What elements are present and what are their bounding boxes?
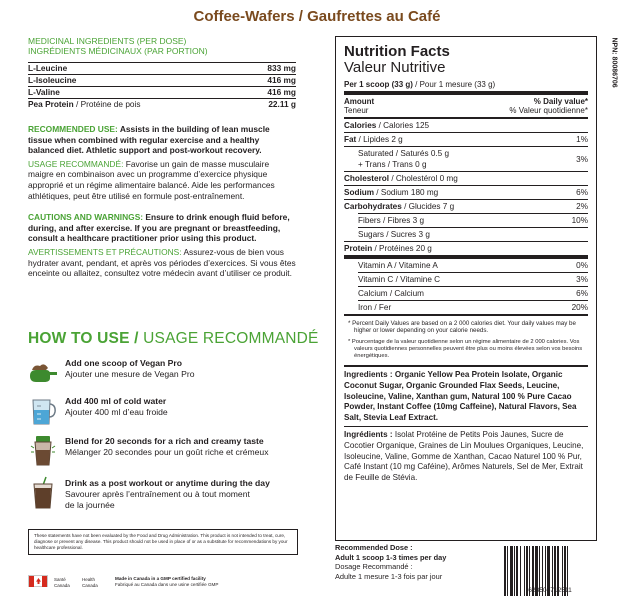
nutrition-column-header (344, 95, 588, 117)
footer-logos (28, 572, 298, 592)
vitamin-dv: 6% (576, 289, 588, 298)
step-2-fr: Ajouter 400 ml d’eau froide (65, 407, 168, 417)
scoop-icon (28, 356, 58, 390)
health-canada-en-line2: Canada (82, 582, 98, 588)
medicinal-value: 833 mg (267, 63, 296, 73)
sugars-label: Sugars / Sucres (358, 230, 417, 239)
vitamin-label: Iron / Fer (358, 303, 392, 312)
nutrition-title-fr: Valeur Nutritive (344, 59, 446, 76)
fibres-row (344, 214, 588, 227)
cautions-fr (28, 247, 296, 279)
health-canada-en (82, 577, 98, 588)
step-4 (28, 476, 298, 512)
how-to-use-en: HOW TO USE (28, 330, 130, 347)
step-1-fr: Ajouter une mesure de Vegan Pro (65, 369, 195, 379)
fat-value: 2 g (391, 135, 403, 144)
ingredients-label-fr: Ingrédients : (344, 430, 393, 440)
cautions-label-fr: AVERTISSEMENTS ET PRÉCAUTIONS: (28, 246, 182, 257)
medicinal-header-en: MEDICINAL INGREDIENTS (PER DOSE) (28, 36, 187, 46)
made-in-fr: Fabriqué au Canada dans une usine certifiée GMP (115, 582, 219, 587)
medicinal-row (28, 62, 296, 75)
cholesterol-label-en: Cholesterol (344, 174, 390, 183)
carbohydrates-row (344, 200, 588, 213)
recommended-label-en: RECOMMENDED USE: (28, 124, 118, 134)
saturated-value: 0.5 g (430, 149, 450, 158)
calories-label-fr: / Calories (376, 121, 414, 130)
protein-label-fr: / Protéines (372, 244, 414, 253)
barcode-number: 628504712511 (528, 587, 572, 594)
sodium-dv: 6% (576, 188, 588, 197)
carbs-dv: 2% (576, 202, 588, 211)
step-3-fr: Mélanger 20 secondes pour un goût riche et crémeux (65, 447, 269, 457)
fda-disclaimer: These statements have not been evaluated by the Food and Drug Administration. This product is not intended to treat, cure, diagnose or prevent any disease. This product should not be used in place of or as a substitute for recommendations by your healthcare professional. (28, 529, 298, 555)
sugars-value: 3 g (418, 230, 430, 239)
ingredients-label-en: Ingredients : (344, 370, 393, 380)
recommended-dose (335, 543, 446, 581)
vitamin-label: Vitamin A / Vitamine A (358, 261, 438, 270)
medicinal-name: L-Isoleucine (28, 75, 77, 85)
cholesterol-value: 0 mg (439, 174, 458, 183)
recommended-use-fr (28, 159, 296, 201)
vitamin-row (344, 287, 588, 300)
saturated-trans-row (344, 147, 588, 171)
health-canada-fr (54, 577, 70, 588)
dv-fr: % Valeur quotidienne* (509, 106, 588, 115)
sodium-label-fr: / Sodium (374, 188, 409, 197)
made-in-canada (115, 576, 218, 588)
dose-label-en: Recommended Dose : (335, 543, 413, 552)
saturated-label: Saturated / Saturés (358, 149, 429, 158)
daily-value-footnote-en: * Percent Daily Values are based on a 2 000 calories diet. Your daily values may be higher or lower depending on your calorie needs. (348, 320, 576, 335)
serving-en: Per 1 scoop (33 g) (344, 80, 413, 89)
health-canada-fr-line2: Canada (54, 582, 70, 588)
protein-value: 20 g (415, 244, 432, 253)
step-3 (28, 434, 298, 470)
medicinal-name: L-Leucine (28, 63, 68, 73)
how-to-use-heading: HOW TO USE / USAGE RECOMMANDÉ (28, 330, 319, 347)
dose-value-en: Adult 1 scoop 1-3 times per day (335, 552, 447, 562)
fibres-dv: 10% (571, 216, 588, 225)
dose-value-fr: Adulte 1 mesure 1-3 fois par jour (335, 571, 443, 581)
fibres-label: Fibers / Fibres (358, 216, 411, 225)
nutrition-facts-panel (335, 36, 597, 541)
left-column (28, 36, 296, 279)
medicinal-name: L-Valine (28, 87, 60, 97)
product-title: Coffee-Wafers / Gaufrettes au Café (193, 8, 441, 25)
medicinal-value: 416 mg (267, 75, 296, 85)
serving-fr: / Pour 1 mesure (33 g) (412, 80, 496, 89)
step-2-text (65, 396, 168, 418)
made-in-en: Made in Canada in a GMP certified facility (115, 576, 206, 581)
medicinal-row (28, 99, 296, 110)
fat-dv: 1% (576, 135, 588, 144)
medicinal-name (28, 100, 141, 109)
health-canada-en-line1: Health (82, 577, 96, 582)
carbs-label-fr: / Glucides (401, 202, 441, 211)
step-4-en: Drink as a post workout or anytime during the day (65, 478, 270, 488)
step-1 (28, 356, 298, 392)
vitamin-label: Vitamin C / Vitamine C (358, 275, 441, 284)
cholesterol-label-fr: / Cholestérol (389, 174, 438, 183)
sodium-row (344, 186, 588, 199)
recommended-label-fr: USAGE RECOMMANDÉ: (28, 158, 124, 169)
fibres-value: 3 g (412, 216, 424, 225)
serving-size (344, 80, 588, 91)
medicinal-value: 22.11 g (268, 99, 296, 109)
vitamin-row (344, 273, 588, 286)
npn-number (606, 37, 618, 120)
cholesterol-row (344, 172, 588, 185)
step-4-fr: Savourer après l’entraînement ou à tout moment de la journée (65, 489, 250, 510)
medicinal-name-fr: / Protéine de pois (73, 99, 141, 109)
medicinal-value: 416 mg (267, 87, 296, 97)
carbs-value: 7 g (442, 202, 455, 211)
shaker-icon (28, 434, 58, 468)
vitamin-dv: 0% (576, 261, 588, 270)
cautions-en (28, 212, 296, 244)
vitamin-dv: 3% (576, 275, 588, 284)
canada-flag-icon (28, 575, 48, 587)
sat-trans-dv: 3% (576, 154, 588, 164)
vitamin-row (344, 259, 588, 272)
fat-label-en: Fat (344, 135, 357, 144)
cautions-label-en: CAUTIONS AND WARNINGS: (28, 212, 144, 223)
medicinal-row (28, 87, 296, 99)
dose-label-fr: Dosage Recommandé : (335, 562, 413, 571)
step-1-text (65, 358, 194, 380)
fat-row (344, 133, 588, 146)
ingredients-fr (344, 430, 588, 483)
medicinal-header-fr: INGRÉDIENTS MÉDICINAUX (PAR PORTION) (28, 46, 208, 56)
protein-row (344, 242, 588, 255)
recommended-text-fr: Favorise un gain de masse musculaire maigre en combinaison avec un programme d’exercice physique approprié et un régime alimentaire balancé. Aide les performances athlétiques, peut être utilisé en formule post-entraînement. (28, 158, 275, 201)
calories-label-en: Calories (344, 121, 377, 130)
amount-fr: Teneur (344, 106, 369, 115)
carbs-label-en: Carbohydrates (344, 202, 402, 211)
health-canada-fr-line1: Santé (54, 577, 66, 582)
vitamin-dv: 20% (571, 303, 588, 312)
sodium-value: 180 mg (410, 188, 439, 197)
trans-value: 0 g (415, 160, 427, 169)
ingredients-en (344, 370, 588, 423)
protein-label-en: Protein (344, 244, 373, 253)
glass-icon (28, 476, 58, 510)
step-3-en: Blend for 20 seconds for a rich and creamy taste (65, 436, 264, 446)
step-2 (28, 394, 298, 430)
ingredients-text-en: Organic Yellow Pea Protein Isolate, Organic Coconut Sugar, Organic Grounded Flax Seeds, Leucine, Isoleucine, Valine, Xanthan gum, Natural 100 % Pure Cacao Powder, Instant Coffee (10mg Caffeine), Natural Flavors, Sea Salt, Stevia Leaf Extract. (344, 370, 577, 422)
step-2-en: Add 400 ml of cold water (65, 396, 167, 406)
vitamin-row (344, 301, 588, 314)
amount-en: Amount (344, 97, 375, 106)
medicinal-name-en: Pea Protein (28, 99, 74, 109)
step-4-text (65, 478, 270, 511)
daily-value-footnote-fr: * Pourcentage de la valeur quotidienne selon un régime alimentaire de 2 000 calories. Vos valeurs quotidiennes personnelles peuvent être plus ou moins élevées selon vos besoins énergétiques. (348, 338, 583, 360)
step-1-en: Add one scoop of Vegan Pro (65, 358, 182, 368)
fat-label-fr: / Lipides (356, 135, 390, 144)
step-3-text (65, 436, 269, 458)
medicinal-header (28, 36, 296, 56)
sodium-label-en: Sodium (344, 188, 375, 197)
medicinal-row (28, 75, 296, 87)
cautions-text-en: Ensure to drink enough fluid before, during, and after exercise. If you are pregnant or breastfeeding, consult a healthcare practitioner prior using this product. (28, 212, 290, 244)
recommended-text-en: Assists in the building of lean muscle tissue when combined with regular exercise and a healthy balanced diet. Athletic support and post-workout recovery. (28, 124, 270, 156)
nutrition-title-en: Nutrition Facts (344, 43, 450, 60)
medicinal-table (28, 62, 296, 110)
water-jug-icon (28, 394, 58, 428)
recommended-use-en (28, 124, 296, 156)
calories-value: 125 (415, 121, 430, 130)
dv-en: % Daily value* (533, 97, 588, 106)
how-to-use-fr: USAGE RECOMMANDÉ (143, 330, 319, 347)
calories-row (344, 119, 588, 132)
trans-label: + Trans / Trans (358, 160, 413, 169)
npn-text: NPN: 80086706 (610, 37, 618, 88)
cautions-text-fr: Assurez-vous de bien vous hydrater avant, pendant, et après vos périodes d’exercices. Si vous êtes enceinte ou allaitez, consultez votre médecin avant d’utiliser ce produit. (28, 246, 296, 279)
sugars-row (344, 228, 588, 241)
ingredients-text-fr: Isolat Protéine de Petits Pois Jaunes, Sucre de Cocotier Organique, Graines de Lin Moulues Organiques, Leucine, Isoleucine, Valine, Gomme de Xanthan, Cacao Naturel 100 % Pur, Café Instant (10 mg Caféine), Arômes Naturels, Sel de Mer, Extrait de Feuille de Stévia. (344, 430, 584, 482)
vitamin-label: Calcium / Calcium (358, 289, 424, 298)
